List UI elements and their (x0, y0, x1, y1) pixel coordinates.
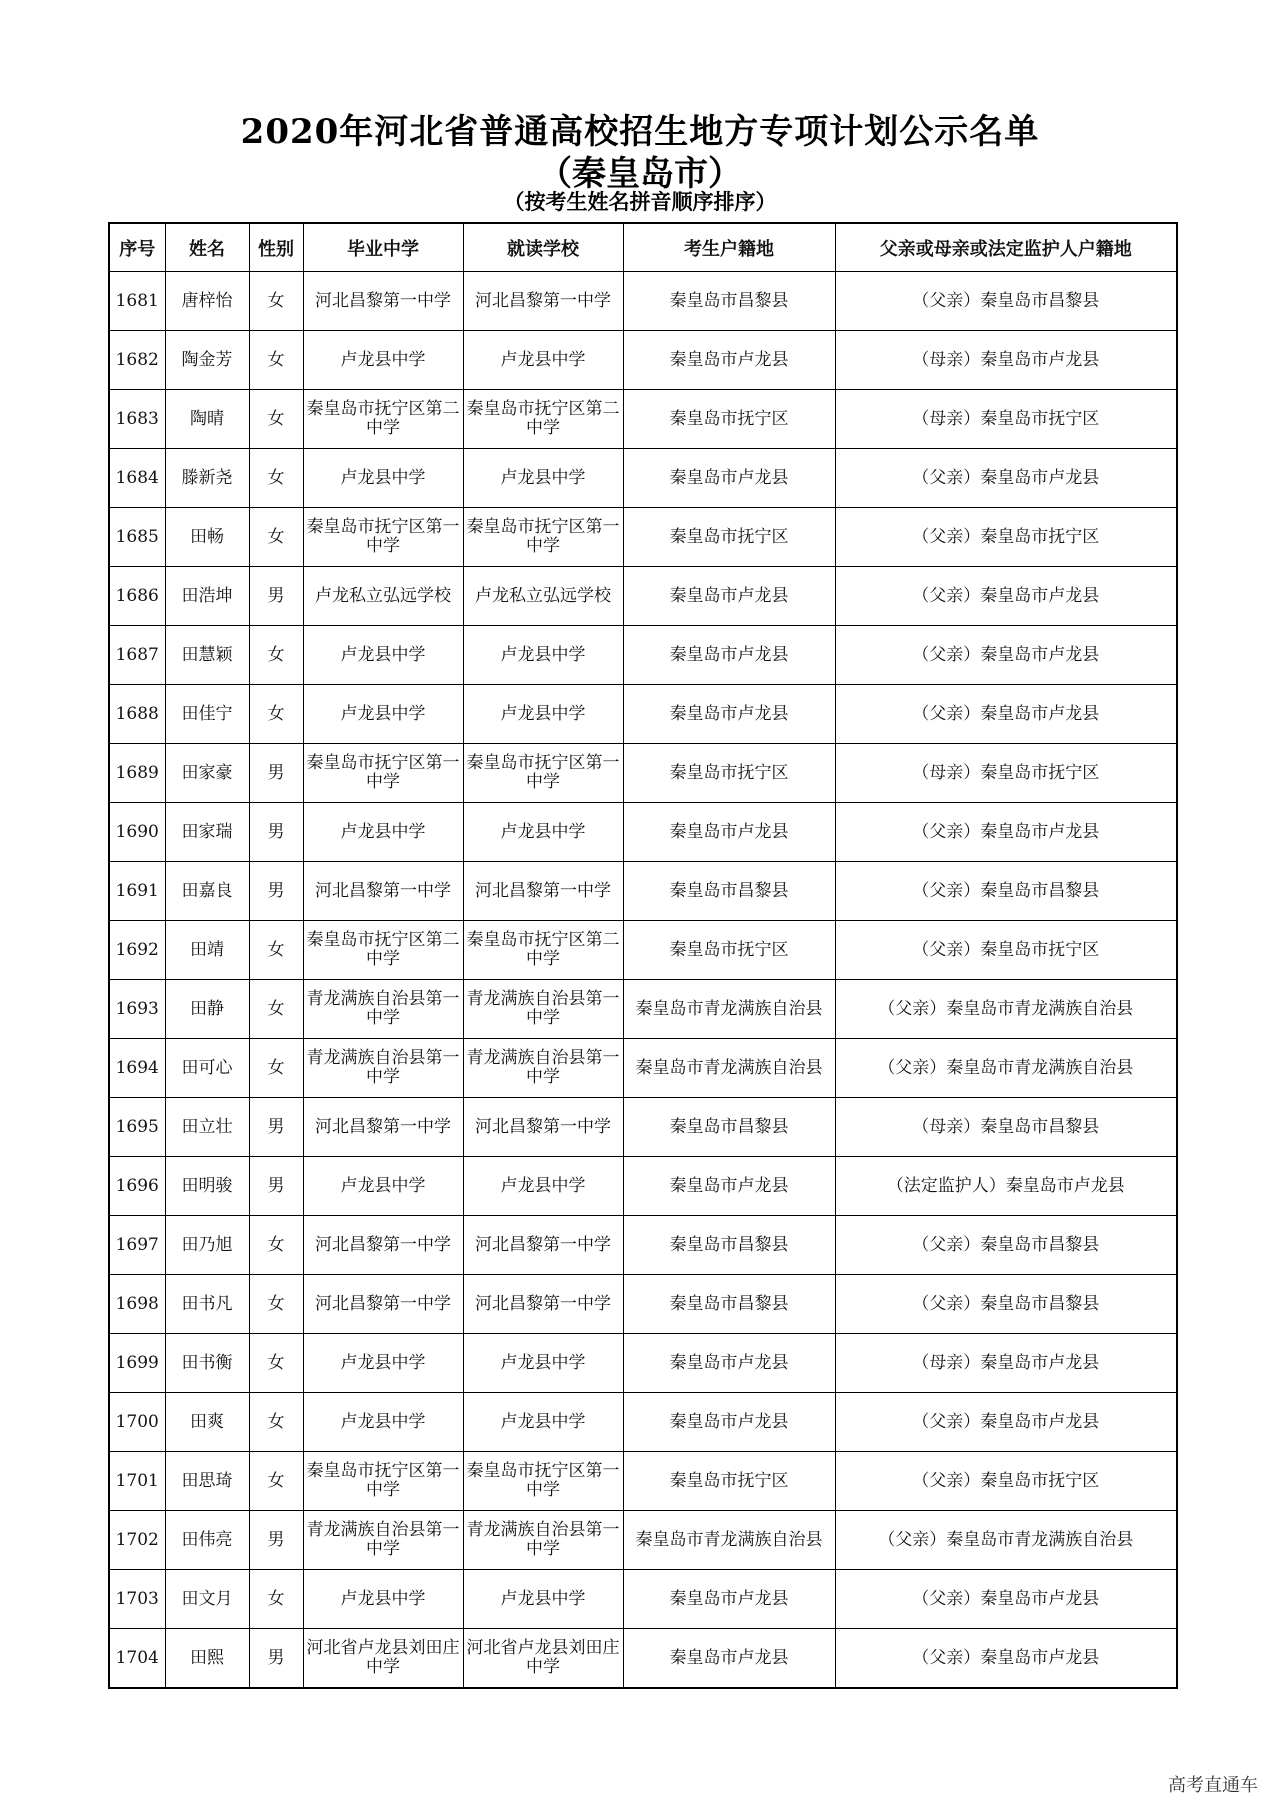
table-row (109, 508, 1177, 567)
watermark: 高考直通车 (1168, 1775, 1258, 1796)
cell-gender: 男 (249, 567, 303, 626)
cell-gender: 女 (249, 1039, 303, 1098)
cell-gender: 女 (249, 1334, 303, 1393)
cell-household-registration: 秦皇岛市卢龙县 (623, 449, 835, 508)
cell-guardian-registration: （母亲）秦皇岛市卢龙县 (835, 1334, 1177, 1393)
cell-current-school: 河北省卢龙县刘田庄中学 (463, 1629, 623, 1689)
cell-guardian-registration: （父亲）秦皇岛市卢龙县 (835, 685, 1177, 744)
cell-household-registration: 秦皇岛市卢龙县 (623, 1570, 835, 1629)
cell-name: 田家瑞 (165, 803, 249, 862)
cell-name: 陶金芳 (165, 331, 249, 390)
cell-seq: 1696 (109, 1157, 165, 1216)
table-row (109, 862, 1177, 921)
cell-household-registration: 秦皇岛市卢龙县 (623, 626, 835, 685)
cell-seq: 1692 (109, 921, 165, 980)
cell-gender: 男 (249, 1511, 303, 1570)
cell-seq: 1685 (109, 508, 165, 567)
cell-household-registration: 秦皇岛市昌黎县 (623, 1275, 835, 1334)
cell-seq: 1682 (109, 331, 165, 390)
cell-seq: 1697 (109, 1216, 165, 1275)
table-row (109, 803, 1177, 862)
cell-seq: 1688 (109, 685, 165, 744)
cell-current-school: 河北昌黎第一中学 (463, 1216, 623, 1275)
cell-gender: 女 (249, 508, 303, 567)
cell-name: 田嘉良 (165, 862, 249, 921)
table-row (109, 1039, 1177, 1098)
cell-gender: 女 (249, 272, 303, 331)
cell-gender: 男 (249, 1629, 303, 1689)
cell-guardian-registration: （父亲）秦皇岛市卢龙县 (835, 567, 1177, 626)
cell-seq: 1689 (109, 744, 165, 803)
table-header (109, 223, 1177, 272)
table-row (109, 1334, 1177, 1393)
cell-guardian-registration: （母亲）秦皇岛市抚宁区 (835, 390, 1177, 449)
cell-household-registration: 秦皇岛市卢龙县 (623, 1629, 835, 1689)
table-row (109, 567, 1177, 626)
cell-household-registration: 秦皇岛市抚宁区 (623, 390, 835, 449)
header-guardian-registration: 父亲或母亲或法定监护人户籍地 (835, 223, 1177, 272)
cell-household-registration: 秦皇岛市昌黎县 (623, 1098, 835, 1157)
cell-gender: 女 (249, 921, 303, 980)
cell-guardian-registration: （父亲）秦皇岛市青龙满族自治县 (835, 1511, 1177, 1570)
header-household-registration: 考生户籍地 (623, 223, 835, 272)
cell-guardian-registration: （母亲）秦皇岛市卢龙县 (835, 331, 1177, 390)
cell-seq: 1691 (109, 862, 165, 921)
header-name: 姓名 (165, 223, 249, 272)
cell-guardian-registration: （父亲）秦皇岛市卢龙县 (835, 1393, 1177, 1452)
cell-seq: 1701 (109, 1452, 165, 1511)
cell-graduation-school: 秦皇岛市抚宁区第二中学 (303, 390, 463, 449)
cell-graduation-school: 卢龙县中学 (303, 685, 463, 744)
cell-seq: 1698 (109, 1275, 165, 1334)
cell-current-school: 秦皇岛市抚宁区第二中学 (463, 921, 623, 980)
cell-name: 田乃旭 (165, 1216, 249, 1275)
cell-current-school: 河北昌黎第一中学 (463, 862, 623, 921)
cell-name: 田书凡 (165, 1275, 249, 1334)
cell-gender: 男 (249, 1157, 303, 1216)
cell-household-registration: 秦皇岛市昌黎县 (623, 862, 835, 921)
cell-graduation-school: 秦皇岛市抚宁区第一中学 (303, 1452, 463, 1511)
cell-graduation-school: 卢龙县中学 (303, 449, 463, 508)
cell-household-registration: 秦皇岛市卢龙县 (623, 685, 835, 744)
table-body (109, 272, 1177, 1689)
cell-name: 唐梓怡 (165, 272, 249, 331)
cell-graduation-school: 河北省卢龙县刘田庄中学 (303, 1629, 463, 1689)
cell-name: 田思琦 (165, 1452, 249, 1511)
cell-current-school: 秦皇岛市抚宁区第一中学 (463, 508, 623, 567)
city-subtitle: （秦皇岛市） (538, 154, 742, 194)
cell-guardian-registration: （父亲）秦皇岛市昌黎县 (835, 1275, 1177, 1334)
cell-household-registration: 秦皇岛市抚宁区 (623, 744, 835, 803)
cell-household-registration: 秦皇岛市青龙满族自治县 (623, 980, 835, 1039)
cell-graduation-school: 河北昌黎第一中学 (303, 1275, 463, 1334)
cell-seq: 1694 (109, 1039, 165, 1098)
cell-gender: 女 (249, 1570, 303, 1629)
cell-household-registration: 秦皇岛市青龙满族自治县 (623, 1039, 835, 1098)
cell-graduation-school: 卢龙县中学 (303, 803, 463, 862)
cell-guardian-registration: （母亲）秦皇岛市抚宁区 (835, 744, 1177, 803)
cell-guardian-registration: （父亲）秦皇岛市青龙满族自治县 (835, 980, 1177, 1039)
cell-name: 田伟亮 (165, 1511, 249, 1570)
cell-name: 田浩坤 (165, 567, 249, 626)
cell-guardian-registration: （父亲）秦皇岛市卢龙县 (835, 1629, 1177, 1689)
cell-gender: 女 (249, 331, 303, 390)
table-row (109, 626, 1177, 685)
table-row (109, 744, 1177, 803)
cell-seq: 1683 (109, 390, 165, 449)
cell-name: 田爽 (165, 1393, 249, 1452)
cell-guardian-registration: （法定监护人）秦皇岛市卢龙县 (835, 1157, 1177, 1216)
cell-gender: 男 (249, 744, 303, 803)
cell-current-school: 河北昌黎第一中学 (463, 272, 623, 331)
cell-seq: 1684 (109, 449, 165, 508)
cell-graduation-school: 卢龙县中学 (303, 331, 463, 390)
table-row (109, 1098, 1177, 1157)
cell-gender: 女 (249, 390, 303, 449)
cell-graduation-school: 卢龙县中学 (303, 1393, 463, 1452)
cell-graduation-school: 卢龙县中学 (303, 1334, 463, 1393)
header-row (109, 223, 1177, 272)
cell-guardian-registration: （父亲）秦皇岛市卢龙县 (835, 449, 1177, 508)
cell-guardian-registration: （父亲）秦皇岛市昌黎县 (835, 1216, 1177, 1275)
cell-graduation-school: 河北昌黎第一中学 (303, 272, 463, 331)
table-row (109, 980, 1177, 1039)
cell-graduation-school: 卢龙私立弘远学校 (303, 567, 463, 626)
cell-seq: 1704 (109, 1629, 165, 1689)
cell-household-registration: 秦皇岛市卢龙县 (623, 567, 835, 626)
cell-seq: 1695 (109, 1098, 165, 1157)
header-seq: 序号 (109, 223, 165, 272)
cell-current-school: 卢龙县中学 (463, 626, 623, 685)
cell-graduation-school: 卢龙县中学 (303, 1157, 463, 1216)
table-row (109, 1452, 1177, 1511)
cell-name: 陶晴 (165, 390, 249, 449)
cell-guardian-registration: （父亲）秦皇岛市抚宁区 (835, 1452, 1177, 1511)
cell-seq: 1702 (109, 1511, 165, 1570)
cell-current-school: 卢龙县中学 (463, 685, 623, 744)
cell-name: 田靖 (165, 921, 249, 980)
table-row (109, 921, 1177, 980)
cell-household-registration: 秦皇岛市卢龙县 (623, 803, 835, 862)
cell-current-school: 青龙满族自治县第一中学 (463, 1039, 623, 1098)
cell-name: 滕新尧 (165, 449, 249, 508)
table-row (109, 1157, 1177, 1216)
cell-name: 田畅 (165, 508, 249, 567)
table-row (109, 1393, 1177, 1452)
cell-graduation-school: 秦皇岛市抚宁区第二中学 (303, 921, 463, 980)
cell-name: 田立壮 (165, 1098, 249, 1157)
cell-gender: 男 (249, 862, 303, 921)
sort-note: （按考生姓名拼音顺序排序） (503, 189, 777, 214)
cell-gender: 女 (249, 1393, 303, 1452)
cell-guardian-registration: （父亲）秦皇岛市卢龙县 (835, 626, 1177, 685)
cell-name: 田熙 (165, 1629, 249, 1689)
cell-household-registration: 秦皇岛市青龙满族自治县 (623, 1511, 835, 1570)
cell-name: 田明骏 (165, 1157, 249, 1216)
cell-seq: 1687 (109, 626, 165, 685)
cell-graduation-school: 河北昌黎第一中学 (303, 1216, 463, 1275)
cell-seq: 1700 (109, 1393, 165, 1452)
cell-guardian-registration: （母亲）秦皇岛市昌黎县 (835, 1098, 1177, 1157)
cell-seq: 1703 (109, 1570, 165, 1629)
cell-gender: 女 (249, 626, 303, 685)
cell-household-registration: 秦皇岛市卢龙县 (623, 1334, 835, 1393)
cell-name: 田家豪 (165, 744, 249, 803)
cell-gender: 女 (249, 449, 303, 508)
cell-graduation-school: 卢龙县中学 (303, 1570, 463, 1629)
header-current-school: 就读学校 (463, 223, 623, 272)
cell-household-registration: 秦皇岛市抚宁区 (623, 1452, 835, 1511)
table-row (109, 1570, 1177, 1629)
cell-current-school: 卢龙私立弘远学校 (463, 567, 623, 626)
cell-household-registration: 秦皇岛市卢龙县 (623, 1393, 835, 1452)
cell-graduation-school: 青龙满族自治县第一中学 (303, 980, 463, 1039)
cell-current-school: 卢龙县中学 (463, 803, 623, 862)
cell-gender: 女 (249, 685, 303, 744)
table-row (109, 1275, 1177, 1334)
cell-name: 田书衡 (165, 1334, 249, 1393)
cell-name: 田静 (165, 980, 249, 1039)
table-row (109, 331, 1177, 390)
cell-current-school: 河北昌黎第一中学 (463, 1098, 623, 1157)
table-row (109, 390, 1177, 449)
cell-current-school: 卢龙县中学 (463, 1393, 623, 1452)
cell-seq: 1681 (109, 272, 165, 331)
table-row (109, 685, 1177, 744)
table-row (109, 449, 1177, 508)
cell-household-registration: 秦皇岛市昌黎县 (623, 272, 835, 331)
cell-graduation-school: 青龙满族自治县第一中学 (303, 1511, 463, 1570)
cell-current-school: 河北昌黎第一中学 (463, 1275, 623, 1334)
cell-graduation-school: 河北昌黎第一中学 (303, 1098, 463, 1157)
cell-name: 田佳宁 (165, 685, 249, 744)
cell-seq: 1699 (109, 1334, 165, 1393)
header-gender: 性别 (249, 223, 303, 272)
cell-current-school: 青龙满族自治县第一中学 (463, 980, 623, 1039)
cell-graduation-school: 秦皇岛市抚宁区第一中学 (303, 508, 463, 567)
cell-current-school: 青龙满族自治县第一中学 (463, 1511, 623, 1570)
table-row (109, 1629, 1177, 1689)
cell-guardian-registration: （父亲）秦皇岛市抚宁区 (835, 921, 1177, 980)
cell-household-registration: 秦皇岛市抚宁区 (623, 921, 835, 980)
cell-graduation-school: 河北昌黎第一中学 (303, 862, 463, 921)
table-row (109, 1511, 1177, 1570)
cell-current-school: 卢龙县中学 (463, 1570, 623, 1629)
cell-graduation-school: 卢龙县中学 (303, 626, 463, 685)
roster-table (108, 222, 1178, 1689)
cell-graduation-school: 秦皇岛市抚宁区第一中学 (303, 744, 463, 803)
cell-gender: 男 (249, 1098, 303, 1157)
cell-graduation-school: 青龙满族自治县第一中学 (303, 1039, 463, 1098)
cell-current-school: 卢龙县中学 (463, 1157, 623, 1216)
cell-name: 田文月 (165, 1570, 249, 1629)
header-graduation-school: 毕业中学 (303, 223, 463, 272)
cell-guardian-registration: （父亲）秦皇岛市昌黎县 (835, 272, 1177, 331)
cell-guardian-registration: （父亲）秦皇岛市青龙满族自治县 (835, 1039, 1177, 1098)
table-row (109, 272, 1177, 331)
table-row (109, 1216, 1177, 1275)
cell-guardian-registration: （父亲）秦皇岛市卢龙县 (835, 803, 1177, 862)
cell-gender: 女 (249, 1452, 303, 1511)
cell-gender: 男 (249, 803, 303, 862)
cell-guardian-registration: （父亲）秦皇岛市抚宁区 (835, 508, 1177, 567)
cell-current-school: 卢龙县中学 (463, 331, 623, 390)
cell-seq: 1693 (109, 980, 165, 1039)
cell-current-school: 秦皇岛市抚宁区第一中学 (463, 1452, 623, 1511)
cell-current-school: 卢龙县中学 (463, 449, 623, 508)
cell-household-registration: 秦皇岛市卢龙县 (623, 331, 835, 390)
cell-guardian-registration: （父亲）秦皇岛市昌黎县 (835, 862, 1177, 921)
cell-current-school: 秦皇岛市抚宁区第二中学 (463, 390, 623, 449)
document-title: 2020年河北省普通高校招生地方专项计划公示名单 (240, 112, 1040, 152)
cell-seq: 1686 (109, 567, 165, 626)
cell-gender: 女 (249, 1216, 303, 1275)
cell-household-registration: 秦皇岛市昌黎县 (623, 1216, 835, 1275)
cell-name: 田慧颖 (165, 626, 249, 685)
cell-guardian-registration: （父亲）秦皇岛市卢龙县 (835, 1570, 1177, 1629)
cell-current-school: 卢龙县中学 (463, 1334, 623, 1393)
cell-gender: 女 (249, 980, 303, 1039)
cell-current-school: 秦皇岛市抚宁区第一中学 (463, 744, 623, 803)
cell-household-registration: 秦皇岛市抚宁区 (623, 508, 835, 567)
cell-household-registration: 秦皇岛市卢龙县 (623, 1157, 835, 1216)
cell-seq: 1690 (109, 803, 165, 862)
cell-name: 田可心 (165, 1039, 249, 1098)
cell-gender: 女 (249, 1275, 303, 1334)
